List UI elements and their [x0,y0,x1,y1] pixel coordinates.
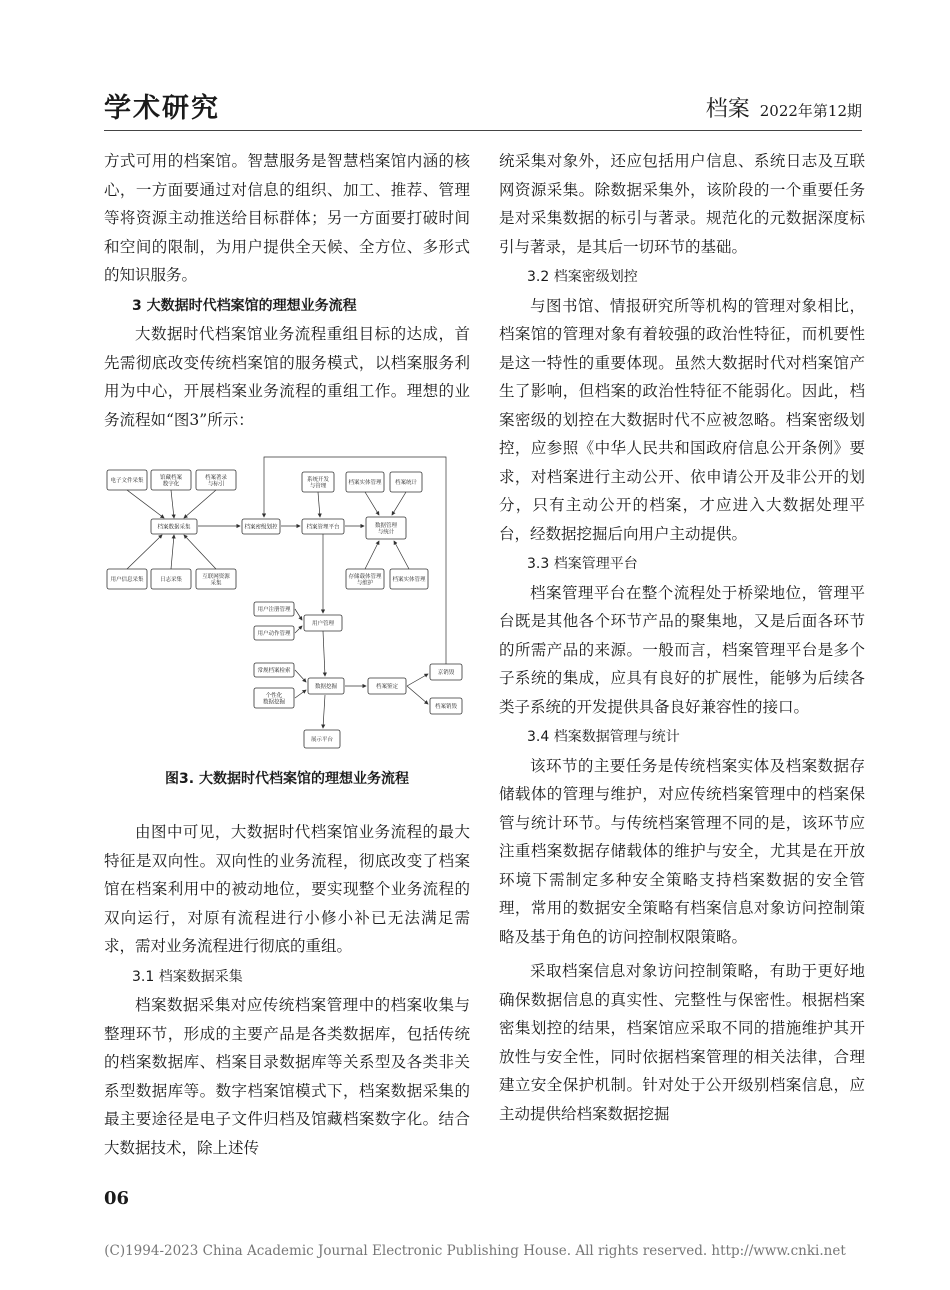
fig-label-dastgl: 档案实体管理 [392,577,426,583]
figure-caption: 图3. 大数据时代档案馆的理想业务流程 [165,771,409,787]
fig-label-xtkf: 系统开发与管理 [306,476,330,490]
fig-edge [184,490,216,518]
fig-label-yhgl: 用户管理 [311,621,335,627]
paragraph: 统采集对象外，还应包括用户信息、系统日志及互联网资源采集。除数据采集外，该阶段的一个重要任务是对采集数据的标引与著录。规范化的元数据深度标引与著录，是其后一切环节的基础。 [499,152,865,256]
paragraph: 采取档案信息对象访问控制策略，有助于更好地确保数据信息的真实性、完整性与保密性。根据档案密集划控的结果，档案馆应采取不同的措施维护其开放性与安全性，同时依据档案管理的相关法律，合理建立安全保护机制。针对处于公开级别档案信息，应主动提供给档案数据挖掘 [499,962,865,1123]
paragraph: 方式可用的档案馆。智慧服务是智慧档案馆内涵的核心，一方面要通过对信息的组织、加工、推荐、管理等将资源主动推送给目标群体；另一方面要打破时间和空间的限制，为用户提供全天候、全方位、多形式的知识服务。 [104,152,470,284]
page-number: 06 [104,1188,130,1209]
subsection-heading: 3.1 档案数据采集 [132,968,243,985]
fig-edge [171,535,174,569]
fig-label-yhzc: 用户注册管理 [257,607,291,613]
fig-label-rzcj: 日志采集 [159,577,183,583]
fig-label-gxh: 个性化数据挖掘 [262,692,286,706]
fig-edge [323,631,325,676]
fig-label-dagl: 档案管理平台 [306,524,340,531]
fig-edge [407,674,428,686]
subsection-heading: 3.2 档案密级划控 [527,269,638,285]
journal-header [706,92,862,123]
fig-label-ccdt: 存储载体管理与维护 [348,573,382,587]
fig-label-gcda: 馆藏档案数字化 [159,474,183,488]
fig-edge [184,535,216,569]
fig-label-mjhk: 档案密级划控 [244,524,278,531]
paragraph: 由图中可见，大数据时代档案馆业务流程的最大特征是双向性。双向性的业务流程，彻底改变了档案馆在档案利用中的被动地位，要实现整个业务流程的双向运行，对原有流程进行小修小补已无法满足需求，需对业务流程进行彻底的重组。 [104,823,470,955]
fig-edge [295,609,302,620]
fig-edge [365,541,379,569]
fig-edge [295,690,306,698]
fig-edge [318,492,320,517]
paragraph: 大数据时代档案馆业务流程重组目标的达成，首先需彻底改变传统档案馆的服务模式，以档案服务利用为中心，开展档案业务流程的重组工作。理想的业务流程如“图3”所示： [104,325,470,429]
fig-label-zspt: 展示平台 [310,737,334,743]
paragraph: 档案数据采集对应传统档案管理中的档案收集与整理环节，形成的主要产品是各类数据库，包括传统的档案数据库、档案目录数据库等关系型及各类非关系型数据库等。数字档案馆模式下，档案数据采集的最主要途径是电子文件归档及馆藏档案数字化。结合大数据技术，除上述传 [104,996,470,1157]
fig-edge [407,686,428,704]
fig-label-datj: 档案统计 [394,480,418,486]
fig-edge [127,490,164,518]
fig-label-dabg: 档案鉴定 [375,684,399,690]
fig-label-jdk: 京销毁 [437,670,455,676]
fig-label-sjgl: 数据管理与统计 [374,522,398,536]
subsection-heading: 3.4 档案数据管理与统计 [527,729,680,745]
fig-edge [392,492,406,515]
header-rule [104,130,862,131]
fig-label-yhdz: 用户动作管理 [257,631,291,637]
paragraph: 该环节的主要任务是传统档案实体及档案数据存储载体的管理与维护，对应传统档案管理中的档案保管与统计环节。与传统档案管理不同的是，该环节应注重档案数据存储载体的维护与安全，尤其是在开放环境下需制定多种安全策略支持档案数据的安全管理，常用的数据安全策略有档案信息对象访问控制策略及基于角色的访问控制权限策略。 [499,756,865,946]
fig-edge [365,492,379,515]
fig-edge [295,626,302,633]
paragraph: 与图书馆、情报研究所等机构的管理对象相比，档案馆的管理对象有着较强的政治性特征，而机要性是这一特性的重要体现。虽然大数据时代对档案馆产生了影响，但档案的政治性特征不能弱化。因此，档案密级的划控在大数据时代不应被忽略。档案密级划控，应参照《中华人民共和国政府信息公开条例》要求，对档案进行主动公开、依申请公开及非公开的划分，只有主动公开的档案，才应进入大数据处理平台，经数据挖掘后向用户主动提供。 [499,296,865,543]
left-column-lower [104,818,470,1162]
fig-label-dasl: 档案著录与标引 [204,474,228,488]
fig-edge [127,535,162,569]
fig-edge [323,695,325,728]
subsection-heading: 3.3 档案管理平台 [527,556,638,572]
issue-label: 2022年第12期 [759,102,862,120]
fig-label-cgjs: 常规档案检索 [257,668,291,674]
paragraph: 档案管理平台在整个流程处于桥梁地位，管理平台既是其他各个环节产品的聚集地，又是后面各环节的所需产品的来源。一般而言，档案管理平台是多个子系统的集成，应具有良好的扩展性，能够为后续各类子系统的开发提供具备良好兼容性的接口。 [499,583,865,716]
fig-label-dzwj: 电子文件采集 [110,478,144,484]
journal-name: 档案 [705,97,750,122]
right-column [499,147,865,1128]
fig-edge [171,490,174,518]
figure-flowchart [104,452,470,768]
section-title: 学术研究 [104,93,220,124]
fig-label-zsjb: 档案销毁 [434,704,458,710]
left-column [104,147,470,434]
fig-label-yhxx: 用户信息采集 [110,577,144,583]
fig-label-dast: 档案实体管理 [348,480,382,486]
fig-edge [295,670,306,682]
fig-edge [394,541,409,569]
section-heading: 3 大数据时代档案馆的理想业务流程 [132,297,357,314]
copyright-footer: (C)1994-2023 China Academic Journal Electronic Publishing House. All rights reserved. http://www.cnki.net [104,1243,846,1259]
fig-label-hlw: 互联网资源采集 [202,573,230,587]
fig-label-dasjcj: 档案数据采集 [157,524,191,531]
fig-label-sjwj: 数据挖掘 [314,684,338,690]
